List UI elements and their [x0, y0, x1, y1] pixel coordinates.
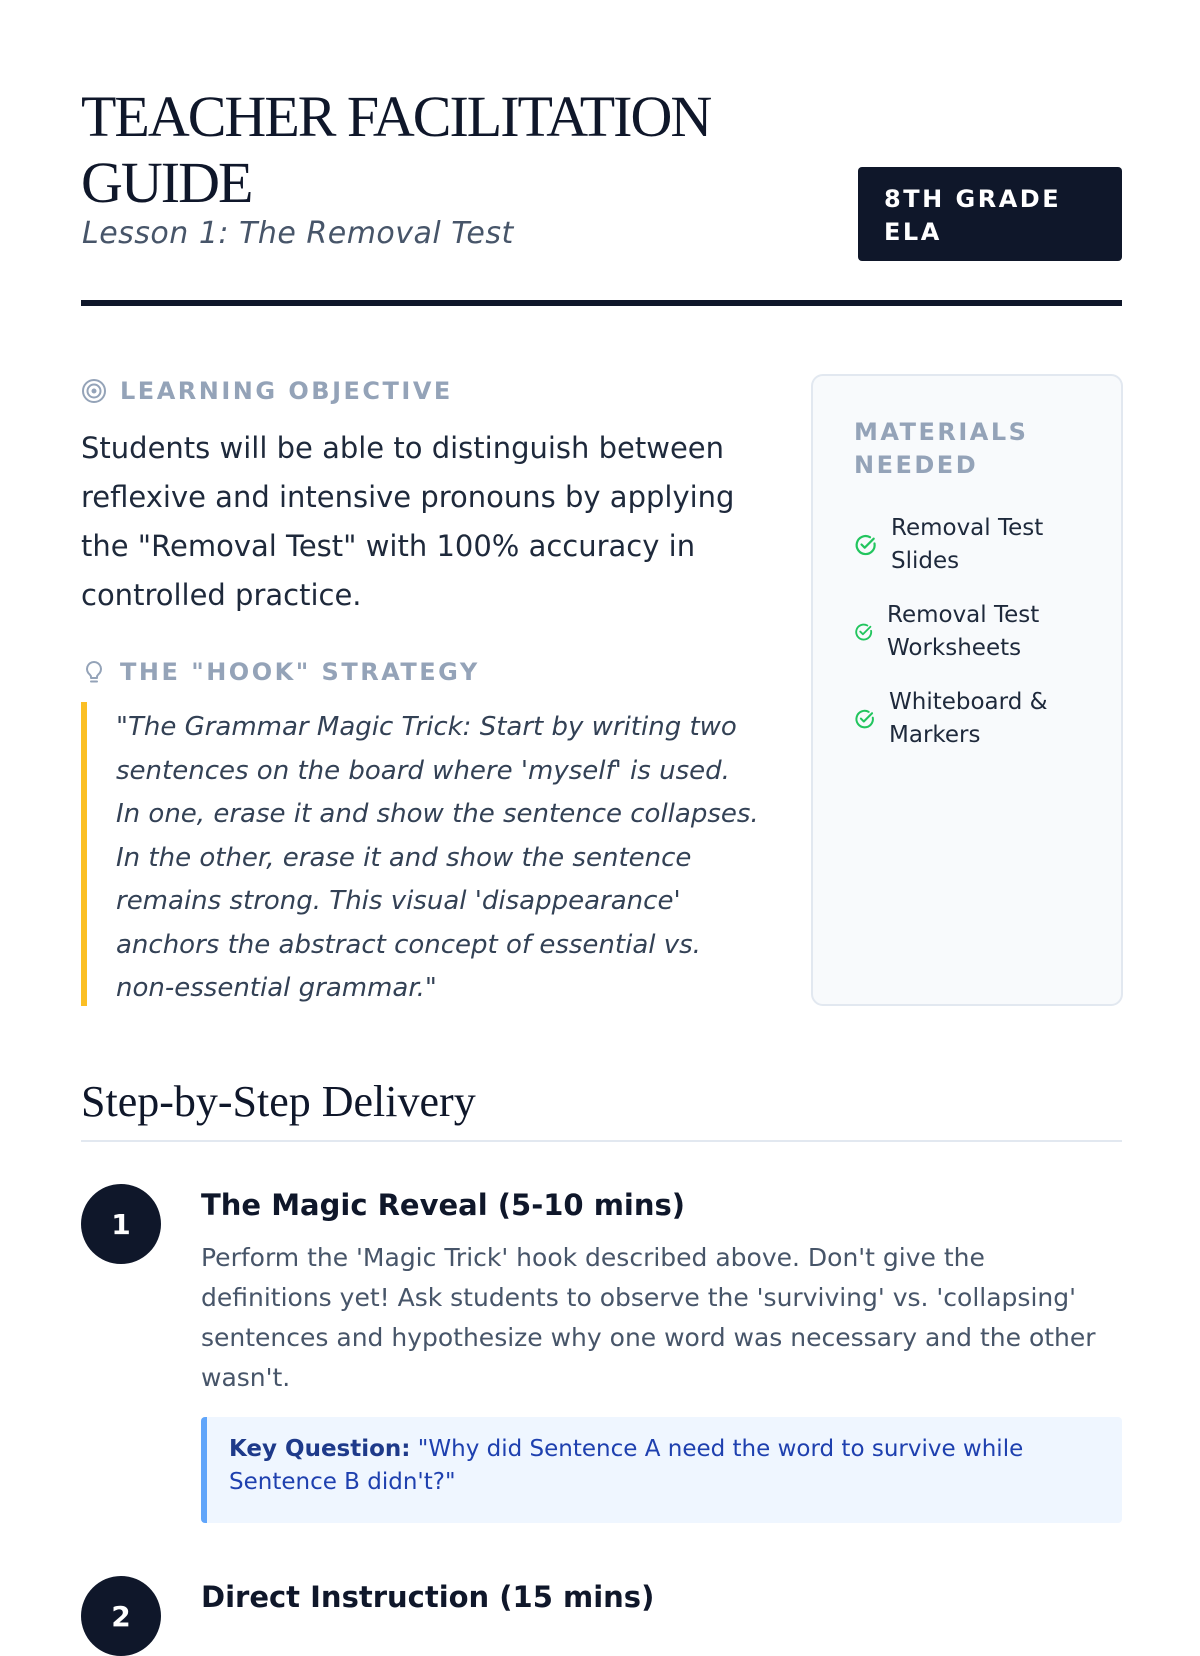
materials-item-label: Removal Test Slides — [891, 515, 1044, 574]
step-number-badge: 2 — [81, 1576, 161, 1656]
header-divider — [81, 300, 1122, 306]
lesson-subtitle: Lesson 1: The Removal Test — [82, 216, 514, 251]
materials-item-label: Whiteboard & Markers — [889, 689, 1048, 748]
check-circle-icon — [854, 622, 876, 642]
learning-objective-heading: LEARNING OBJECTIVE — [120, 377, 453, 405]
materials-heading: MATERIALS NEEDED — [854, 418, 1029, 479]
step-description: Perform the 'Magic Trick' hook described above. Don't give the definitions yet! Ask students to observe the 'surviving' vs. 'collapsing' sentences and hypothesize why one word was necessary and the other wasn't. — [201, 1243, 1096, 1392]
hook-strategy-quote: "The Grammar Magic Trick: Start by writing two sentences on the board where 'myself' is used. In one, erase it and show the sentence collapses. In the other, erase it and show the sentence remains strong. This visual 'disappearance' anchors the abstract concept of essential vs. non-essential grammar." — [81, 702, 761, 1006]
steps-divider — [81, 1140, 1122, 1142]
learning-objective-text: Students will be able to distinguish between reflexive and intensive pronouns by applying the "Removal Test" with 100% accuracy in controlled practice. — [81, 431, 735, 612]
materials-item — [854, 686, 1079, 752]
step-title: The Magic Reveal (5-10 mins) — [201, 1188, 686, 1222]
hook-strategy-label — [81, 658, 480, 686]
key-question-callout — [201, 1417, 1122, 1523]
key-question-text: "Why did Sentence A need the word to survive while Sentence B didn't?" — [229, 1436, 1024, 1495]
learning-objective-label — [81, 377, 453, 405]
check-circle-icon — [854, 708, 878, 730]
key-question-label: Key Question: — [229, 1436, 411, 1462]
step-title: Direct Instruction (15 mins) — [201, 1580, 655, 1614]
steps-heading: Step-by-Step Delivery — [81, 1077, 476, 1126]
page-title: TEACHER FACILITATION GUIDE — [81, 84, 711, 215]
hook-strategy-heading: THE "HOOK" STRATEGY — [120, 658, 480, 686]
materials-panel — [811, 374, 1123, 1006]
target-icon — [81, 378, 107, 404]
materials-item-label: Removal Test Worksheets — [887, 602, 1040, 661]
step-number-badge: 1 — [81, 1184, 161, 1264]
check-circle-icon — [854, 533, 880, 557]
grade-badge: 8TH GRADE ELA — [858, 167, 1122, 261]
lightbulb-icon — [81, 659, 107, 685]
materials-item — [854, 512, 1081, 578]
materials-item — [854, 599, 1077, 665]
